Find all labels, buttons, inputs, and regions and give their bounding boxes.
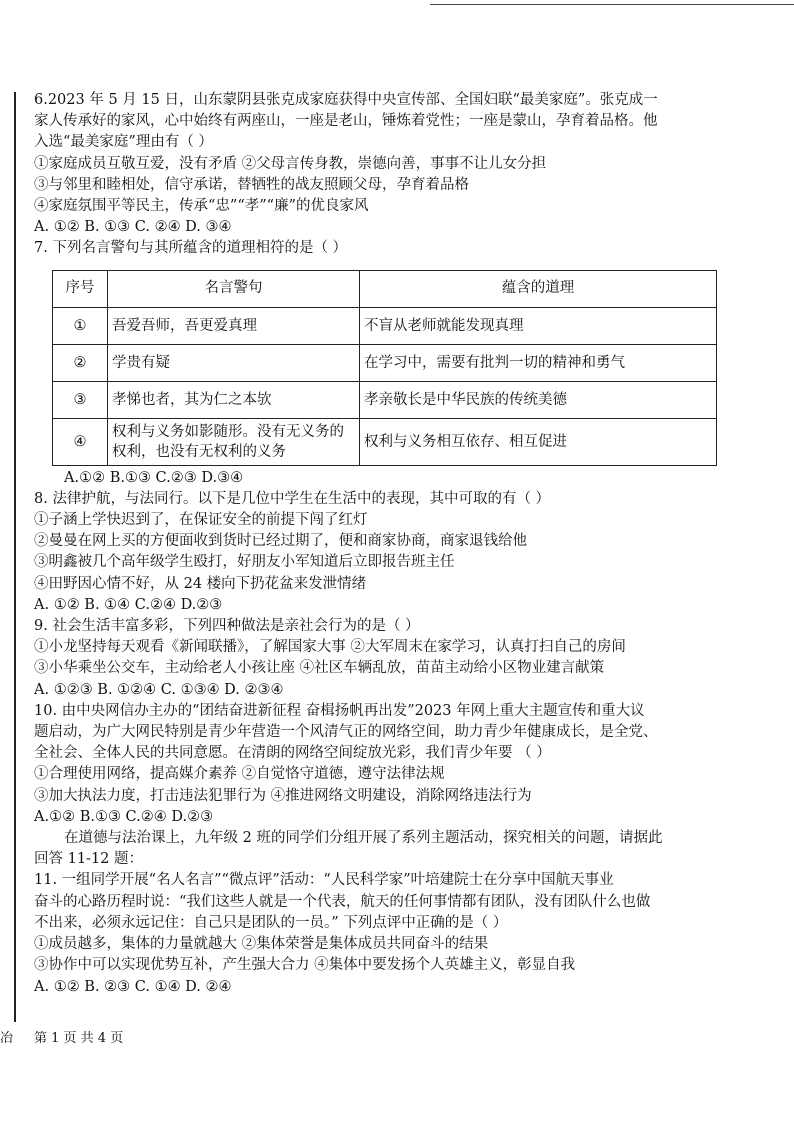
q10-line: 全社会、全体人民的共同意愿。在清朗的网络空间绽放光彩，我们青少年要 （ ） bbox=[34, 745, 551, 762]
q8-line: ①子涵上学快迟到了，在保证安全的前提下闯了红灯 bbox=[34, 512, 368, 529]
q8-line: ④田野因心情不好，从 24 楼向下扔花盆来发泄情绪 bbox=[34, 575, 367, 592]
q6-line: ①家庭成员互敬互爱，没有矛盾 ②父母言传身教，崇德向善，事事不让儿女分担 bbox=[34, 155, 547, 172]
q11-line: 11. 一组同学开展“名人名言”“微点评”活动：“人民科学家”叶培建院士在分享中国航天事业 bbox=[34, 872, 614, 889]
q10-line: ①合理使用网络，提高媒介素养 ②自觉恪守道德，遵守法律法规 bbox=[34, 766, 445, 783]
row-meaning: 在学习中，需要有批判一切的精神和勇气 bbox=[360, 344, 717, 381]
q11-line: 不出来，必须永远记住：自己只是团队的一员。” 下列点评中正确的是（ ） bbox=[34, 914, 508, 931]
row-quote: 吾爱吾师，吾更爱真理 bbox=[108, 307, 360, 344]
row-quote: 孝悌也者，其为仁之本欤 bbox=[108, 381, 360, 418]
top-rule bbox=[430, 4, 794, 5]
q7-options: A.①② B.①③ C.②③ D.③④ bbox=[64, 469, 244, 486]
q11-options: A. ①② B. ②③ C. ①④ D. ②④ bbox=[34, 978, 232, 995]
q9-options: A. ①②③ B. ①②④ C. ①③④ D. ②③④ bbox=[34, 681, 284, 698]
table-row bbox=[53, 344, 717, 381]
table-header-row bbox=[53, 270, 717, 307]
col-header-meaning: 蕴含的道理 bbox=[360, 270, 717, 307]
question-7 bbox=[34, 238, 779, 488]
q11-line: ③协作中可以实现优势互补，产生强大合力 ④集体中要发扬个人英雄主义，彰显自我 bbox=[34, 957, 576, 974]
q6-line: ④家庭氛围平等民主，传承“忠”“孝”“廉”的优良家风 bbox=[34, 198, 369, 215]
page-footer bbox=[0, 1027, 123, 1046]
row-meaning: 不盲从老师就能发现真理 bbox=[360, 307, 717, 344]
q6-line: 家人传承好的家风，心中始终有两座山，一座是老山，锤炼着党性；一座是蒙山，孕育着品格。他 bbox=[34, 113, 658, 130]
table-row bbox=[53, 307, 717, 344]
q6-line: 6.2023 年 5 月 15 日，山东蒙阴县张克成家庭获得中央宣传部、全国妇联“最美家庭”。张克成一 bbox=[34, 92, 658, 108]
q7-table bbox=[52, 270, 717, 466]
row-number: ② bbox=[53, 344, 108, 381]
q6-options: A. ①② B. ①③ C. ②④ D. ③④ bbox=[34, 219, 232, 236]
q10-options: A.①② B.①③ C.②④ D.②③ bbox=[34, 808, 214, 825]
q8-line: ②曼曼在网上买的方便面收到货时已经过期了，便和商家协商，商家退钱给他 bbox=[34, 533, 527, 550]
left-margin-line bbox=[14, 92, 16, 1022]
q10-line: 题启动，为广大网民特别是青少年营造一个风清气正的网络空间，助力青少年健康成长，是全党、 bbox=[34, 724, 658, 741]
question-11 bbox=[34, 870, 779, 997]
question-6 bbox=[34, 90, 779, 238]
row-meaning: 权利与义务相互依存、相互促进 bbox=[360, 418, 717, 465]
q9-line: ①小龙坚持每天观看《新闻联播》，了解国家大事 ②大军周末在家学习，认真打扫自己的房间 bbox=[34, 639, 626, 656]
col-header-quote: 名言警句 bbox=[108, 270, 360, 307]
row-number: ④ bbox=[53, 418, 108, 465]
row-quote: 学贵有疑 bbox=[108, 344, 360, 381]
q8-line: ③明鑫被几个高年级学生殴打，好朋友小军知道后立即报告班主任 bbox=[34, 554, 455, 571]
q11-line: 奋斗的心路历程时说：“我们这些人就是一个代表，航天的任何事情都有团队，没有团队什么也做 bbox=[34, 893, 651, 910]
row-meaning: 孝亲敬长是中华民族的传统美德 bbox=[360, 381, 717, 418]
q11-line: ①成员越多，集体的力量就越大 ②集体荣誉是集体成员共同奋斗的结果 bbox=[34, 936, 489, 953]
question-8 bbox=[34, 489, 779, 616]
col-header-number: 序号 bbox=[53, 270, 108, 307]
q10-line: ③加大执法力度，打击违法犯罪行为 ④推进网络文明建设，消除网络违法行为 bbox=[34, 787, 532, 804]
q9-line: 9. 社会生活丰富多彩，下列四种做法是亲社会行为的是（ ） bbox=[34, 618, 420, 635]
row-number: ③ bbox=[53, 381, 108, 418]
question-10 bbox=[34, 701, 779, 828]
row-quote: 权利与义务如影随形。没有无义务的权利，也没有无权利的义务 bbox=[108, 418, 360, 465]
question-9 bbox=[34, 616, 779, 701]
table-row bbox=[53, 418, 717, 465]
q8-line: 8. 法律护航，与法同行。以下是几位中学生在生活中的表现，其中可取的有（ ） bbox=[34, 490, 551, 507]
table-row bbox=[53, 381, 717, 418]
footer-edge-text: 冶 bbox=[0, 1031, 14, 1046]
q9-line: ③小华乘坐公交车，主动给老人小孩让座 ④社区车辆乱放，苗苗主动给小区物业建言献策 bbox=[34, 660, 605, 677]
q8-options: A. ①② B. ①④ C.②④ D.②③ bbox=[34, 596, 223, 613]
row-number: ① bbox=[53, 307, 108, 344]
intro-line: 回答 11-12 题： bbox=[34, 851, 144, 868]
q7-stem: 7. 下列名言警句与其所蕴含的道理相符的是（ ） bbox=[34, 240, 348, 257]
q6-line: ③与邻里和睦相处，信守承诺，替牺牲的战友照顾父母，孕育着品格 bbox=[34, 176, 469, 193]
intro-line: 在道德与法治课上，九年级 2 班的同学们分组开展了系列主题活动，探究相关的问题，请据此 bbox=[64, 830, 663, 847]
exam-content bbox=[34, 90, 779, 998]
page-number: 第 1 页 共 4 页 bbox=[34, 1031, 124, 1046]
q6-line: 入选“最美家庭”理由有（ ） bbox=[34, 134, 213, 151]
group-intro bbox=[34, 828, 779, 870]
q10-line: 10. 由中央网信办主办的“团结奋进新征程 奋楫扬帆再出发”2023 年网上重大主题宣传和重大议 bbox=[34, 702, 645, 719]
